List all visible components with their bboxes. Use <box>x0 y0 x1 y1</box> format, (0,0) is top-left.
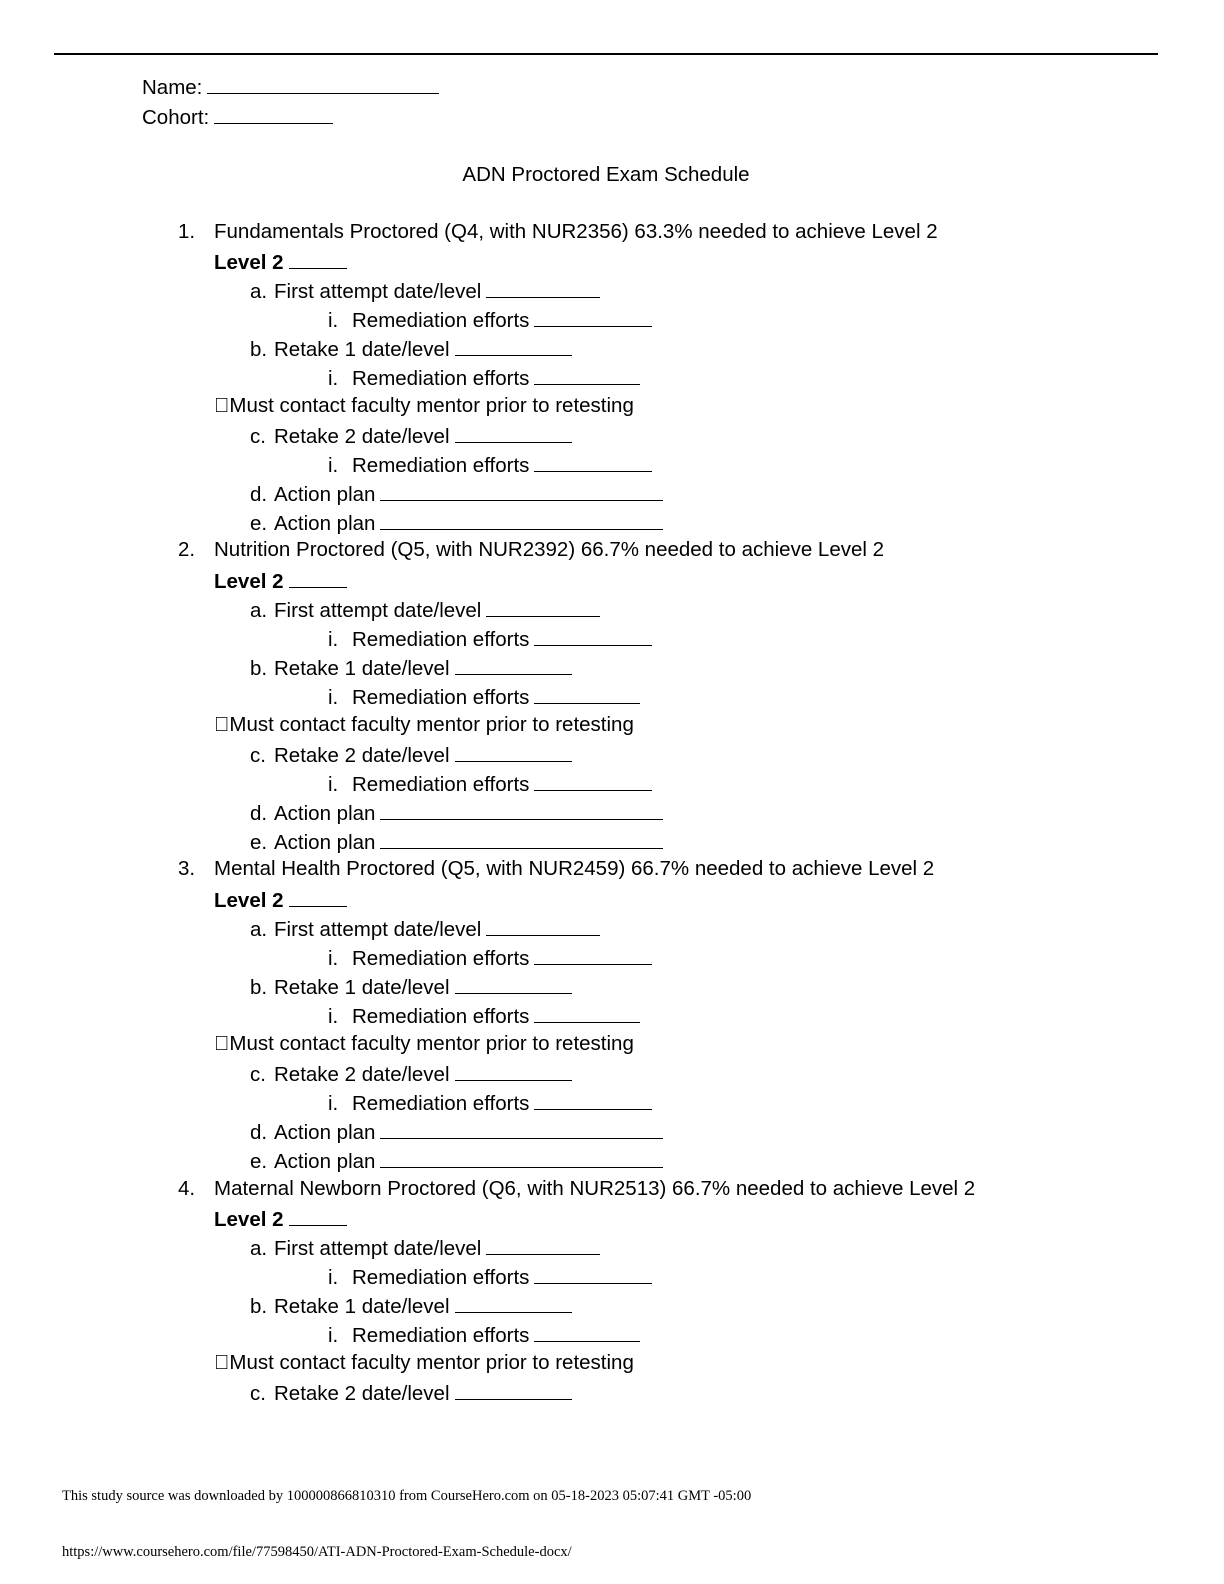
retake1-label: Retake 1 date/level <box>274 976 450 999</box>
name-field <box>142 76 439 99</box>
exam-2-action-plan-1 <box>250 802 663 825</box>
marker-e: e. <box>250 1150 268 1173</box>
exam-3-contact-note <box>214 1034 634 1055</box>
cohort-blank[interactable] <box>214 106 333 124</box>
level2-blank[interactable] <box>289 889 347 907</box>
bullet-glyph <box>214 394 220 417</box>
first-attempt-blank[interactable] <box>486 280 600 298</box>
remediation-label: Remediation efforts <box>352 773 530 796</box>
remediation-label: Remediation efforts <box>352 1324 530 1347</box>
remediation-blank[interactable] <box>534 1092 652 1110</box>
retake1-blank[interactable] <box>455 1295 572 1313</box>
action-plan-blank[interactable] <box>380 483 663 501</box>
exam-4-level2 <box>214 1208 347 1231</box>
first-attempt-blank[interactable] <box>486 599 600 617</box>
contact-note-text: Must contact faculty mentor prior to retesting <box>219 394 625 417</box>
bullet-glyph <box>214 1351 220 1374</box>
remediation-blank[interactable] <box>534 309 652 327</box>
marker-i: i. <box>328 947 339 970</box>
exam-1-remediation-2 <box>328 367 640 390</box>
exam-3-retake-2 <box>250 1063 572 1086</box>
remediation-blank[interactable] <box>534 773 652 791</box>
exam-3-action-plan-1 <box>250 1121 663 1144</box>
retake1-label: Retake 1 date/level <box>274 338 450 361</box>
level2-blank[interactable] <box>289 1208 347 1226</box>
remediation-blank[interactable] <box>534 628 652 646</box>
exam-1-remediation-3 <box>328 454 652 477</box>
remediation-label: Remediation efforts <box>352 628 530 651</box>
exam-2-remediation-2 <box>328 686 640 709</box>
exam-4-retake-1 <box>250 1295 572 1318</box>
marker-d: d. <box>250 1121 268 1144</box>
first-attempt-blank[interactable] <box>486 918 600 936</box>
remediation-blank[interactable] <box>534 947 652 965</box>
top-rule <box>54 53 1158 55</box>
exam-4-first-attempt <box>250 1237 600 1260</box>
exam-1-heading: Fundamentals Proctored (Q4, with NUR2356) 63.3% needed to achieve Level 2 <box>214 220 938 243</box>
exam-2-heading: Nutrition Proctored (Q5, with NUR2392) 66.7% needed to achieve Level 2 <box>214 538 885 561</box>
action-plan-label: Action plan <box>274 802 376 825</box>
action-plan-blank[interactable] <box>380 831 663 849</box>
marker-i: i. <box>328 773 339 796</box>
action-plan-label: Action plan <box>274 831 376 854</box>
retake1-blank[interactable] <box>455 657 572 675</box>
exam-2-retake-2 <box>250 744 572 767</box>
exam-1-retake-1 <box>250 338 572 361</box>
marker-c: c. <box>250 744 266 767</box>
download-notice: This study source was downloaded by 100000866810310 from CourseHero.com on 05-18-2023 05:07:41 GMT -05:00 <box>62 1488 752 1504</box>
exam-1-action-plan-2 <box>250 512 663 535</box>
retake2-blank[interactable] <box>455 744 572 762</box>
exam-4-remediation-2 <box>328 1324 640 1347</box>
marker-i: i. <box>328 628 339 651</box>
name-blank[interactable] <box>207 76 439 94</box>
marker-a: a. <box>250 918 268 941</box>
marker-b: b. <box>250 1295 268 1318</box>
exam-1-retake-2 <box>250 425 572 448</box>
marker-d: d. <box>250 802 268 825</box>
marker-a: a. <box>250 599 268 622</box>
exam-2-level2 <box>214 570 347 593</box>
action-plan-label: Action plan <box>274 512 376 535</box>
exam-3-retake-1 <box>250 976 572 999</box>
marker-i: i. <box>328 1324 339 1347</box>
remediation-blank[interactable] <box>534 1005 640 1023</box>
remediation-blank[interactable] <box>534 1324 640 1342</box>
exam-3-number: 3. <box>178 857 196 880</box>
exam-3-remediation-2 <box>328 1005 640 1028</box>
exam-2-contact-note <box>214 715 634 736</box>
contact-note-text: Must contact faculty mentor prior to retesting <box>219 713 625 736</box>
exam-2-remediation-3 <box>328 773 652 796</box>
marker-a: a. <box>250 1237 268 1260</box>
marker-i: i. <box>328 309 339 332</box>
retake1-blank[interactable] <box>455 338 572 356</box>
exam-2-first-attempt <box>250 599 600 622</box>
remediation-label: Remediation efforts <box>352 686 530 709</box>
exam-3-heading: Mental Health Proctored (Q5, with NUR2459) 66.7% needed to achieve Level 2 <box>214 857 935 880</box>
retake2-blank[interactable] <box>455 1382 572 1400</box>
remediation-label: Remediation efforts <box>352 1092 530 1115</box>
first-attempt-blank[interactable] <box>486 1237 600 1255</box>
action-plan-blank[interactable] <box>380 512 663 530</box>
exam-4-contact-note <box>214 1353 634 1374</box>
exam-1-number: 1. <box>178 220 196 243</box>
exam-1-first-attempt <box>250 280 600 303</box>
bullet-glyph <box>214 713 220 736</box>
exam-4-retake-2 <box>250 1382 572 1405</box>
marker-i: i. <box>328 1005 339 1028</box>
page-title: ADN Proctored Exam Schedule <box>462 163 750 186</box>
retake1-label: Retake 1 date/level <box>274 657 450 680</box>
exam-2-action-plan-2 <box>250 831 663 854</box>
contact-note-text: Must contact faculty mentor prior to retesting <box>219 1351 625 1374</box>
exam-2-retake-1 <box>250 657 572 680</box>
first-attempt-label: First attempt date/level <box>274 280 482 303</box>
remediation-label: Remediation efforts <box>352 309 530 332</box>
remediation-label: Remediation efforts <box>352 1266 530 1289</box>
first-attempt-label: First attempt date/level <box>274 1237 482 1260</box>
marker-b: b. <box>250 976 268 999</box>
marker-i: i. <box>328 686 339 709</box>
exam-4-number: 4. <box>178 1177 196 1200</box>
remediation-blank[interactable] <box>534 367 640 385</box>
action-plan-label: Action plan <box>274 1121 376 1144</box>
level2-blank[interactable] <box>289 251 347 269</box>
level2-label: Level 2 <box>214 1208 284 1231</box>
marker-i: i. <box>328 367 339 390</box>
action-plan-label: Action plan <box>274 483 376 506</box>
retake1-label: Retake 1 date/level <box>274 1295 450 1318</box>
exam-3-first-attempt <box>250 918 600 941</box>
first-attempt-label: First attempt date/level <box>274 599 482 622</box>
action-plan-label: Action plan <box>274 1150 376 1173</box>
exam-4-remediation-1 <box>328 1266 652 1289</box>
marker-d: d. <box>250 483 268 506</box>
cohort-field <box>142 106 333 129</box>
marker-c: c. <box>250 1063 266 1086</box>
exam-2-number: 2. <box>178 538 196 561</box>
marker-b: b. <box>250 657 268 680</box>
marker-e: e. <box>250 512 268 535</box>
marker-a: a. <box>250 280 268 303</box>
retake2-label: Retake 2 date/level <box>274 744 450 767</box>
marker-i: i. <box>328 454 339 477</box>
exam-3-level2 <box>214 889 347 912</box>
marker-i: i. <box>328 1092 339 1115</box>
remediation-label: Remediation efforts <box>352 947 530 970</box>
remediation-label: Remediation efforts <box>352 1005 530 1028</box>
level2-label: Level 2 <box>214 570 284 593</box>
remediation-blank[interactable] <box>534 686 640 704</box>
level2-blank[interactable] <box>289 570 347 588</box>
retake1-blank[interactable] <box>455 976 572 994</box>
exam-1-remediation-1 <box>328 309 652 332</box>
exam-3-action-plan-2 <box>250 1150 663 1173</box>
retake2-blank[interactable] <box>455 1063 572 1081</box>
name-label: Name: <box>142 76 203 99</box>
retake2-label: Retake 2 date/level <box>274 425 450 448</box>
marker-b: b. <box>250 338 268 361</box>
retake2-blank[interactable] <box>455 425 572 443</box>
action-plan-blank[interactable] <box>380 1121 663 1139</box>
bullet-glyph <box>214 1032 220 1055</box>
remediation-label: Remediation efforts <box>352 454 530 477</box>
first-attempt-label: First attempt date/level <box>274 918 482 941</box>
action-plan-blank[interactable] <box>380 802 663 820</box>
remediation-label: Remediation efforts <box>352 367 530 390</box>
marker-c: c. <box>250 1382 266 1405</box>
exam-1-contact-note <box>214 396 634 417</box>
cohort-label: Cohort: <box>142 106 210 129</box>
marker-e: e. <box>250 831 268 854</box>
action-plan-blank[interactable] <box>380 1150 663 1168</box>
source-url[interactable]: https://www.coursehero.com/file/77598450/ATI-ADN-Proctored-Exam-Schedule-docx/ <box>62 1544 572 1560</box>
exam-4-heading: Maternal Newborn Proctored (Q6, with NUR2513) 66.7% needed to achieve Level 2 <box>214 1177 976 1200</box>
exam-2-remediation-1 <box>328 628 652 651</box>
contact-note-text: Must contact faculty mentor prior to retesting <box>219 1032 625 1055</box>
level2-label: Level 2 <box>214 251 284 274</box>
exam-3-remediation-1 <box>328 947 652 970</box>
exam-3-remediation-3 <box>328 1092 652 1115</box>
level2-label: Level 2 <box>214 889 284 912</box>
retake2-label: Retake 2 date/level <box>274 1063 450 1086</box>
marker-i: i. <box>328 1266 339 1289</box>
remediation-blank[interactable] <box>534 1266 652 1284</box>
exam-1-level2 <box>214 251 347 274</box>
exam-1-action-plan-1 <box>250 483 663 506</box>
remediation-blank[interactable] <box>534 454 652 472</box>
marker-c: c. <box>250 425 266 448</box>
retake2-label: Retake 2 date/level <box>274 1382 450 1405</box>
